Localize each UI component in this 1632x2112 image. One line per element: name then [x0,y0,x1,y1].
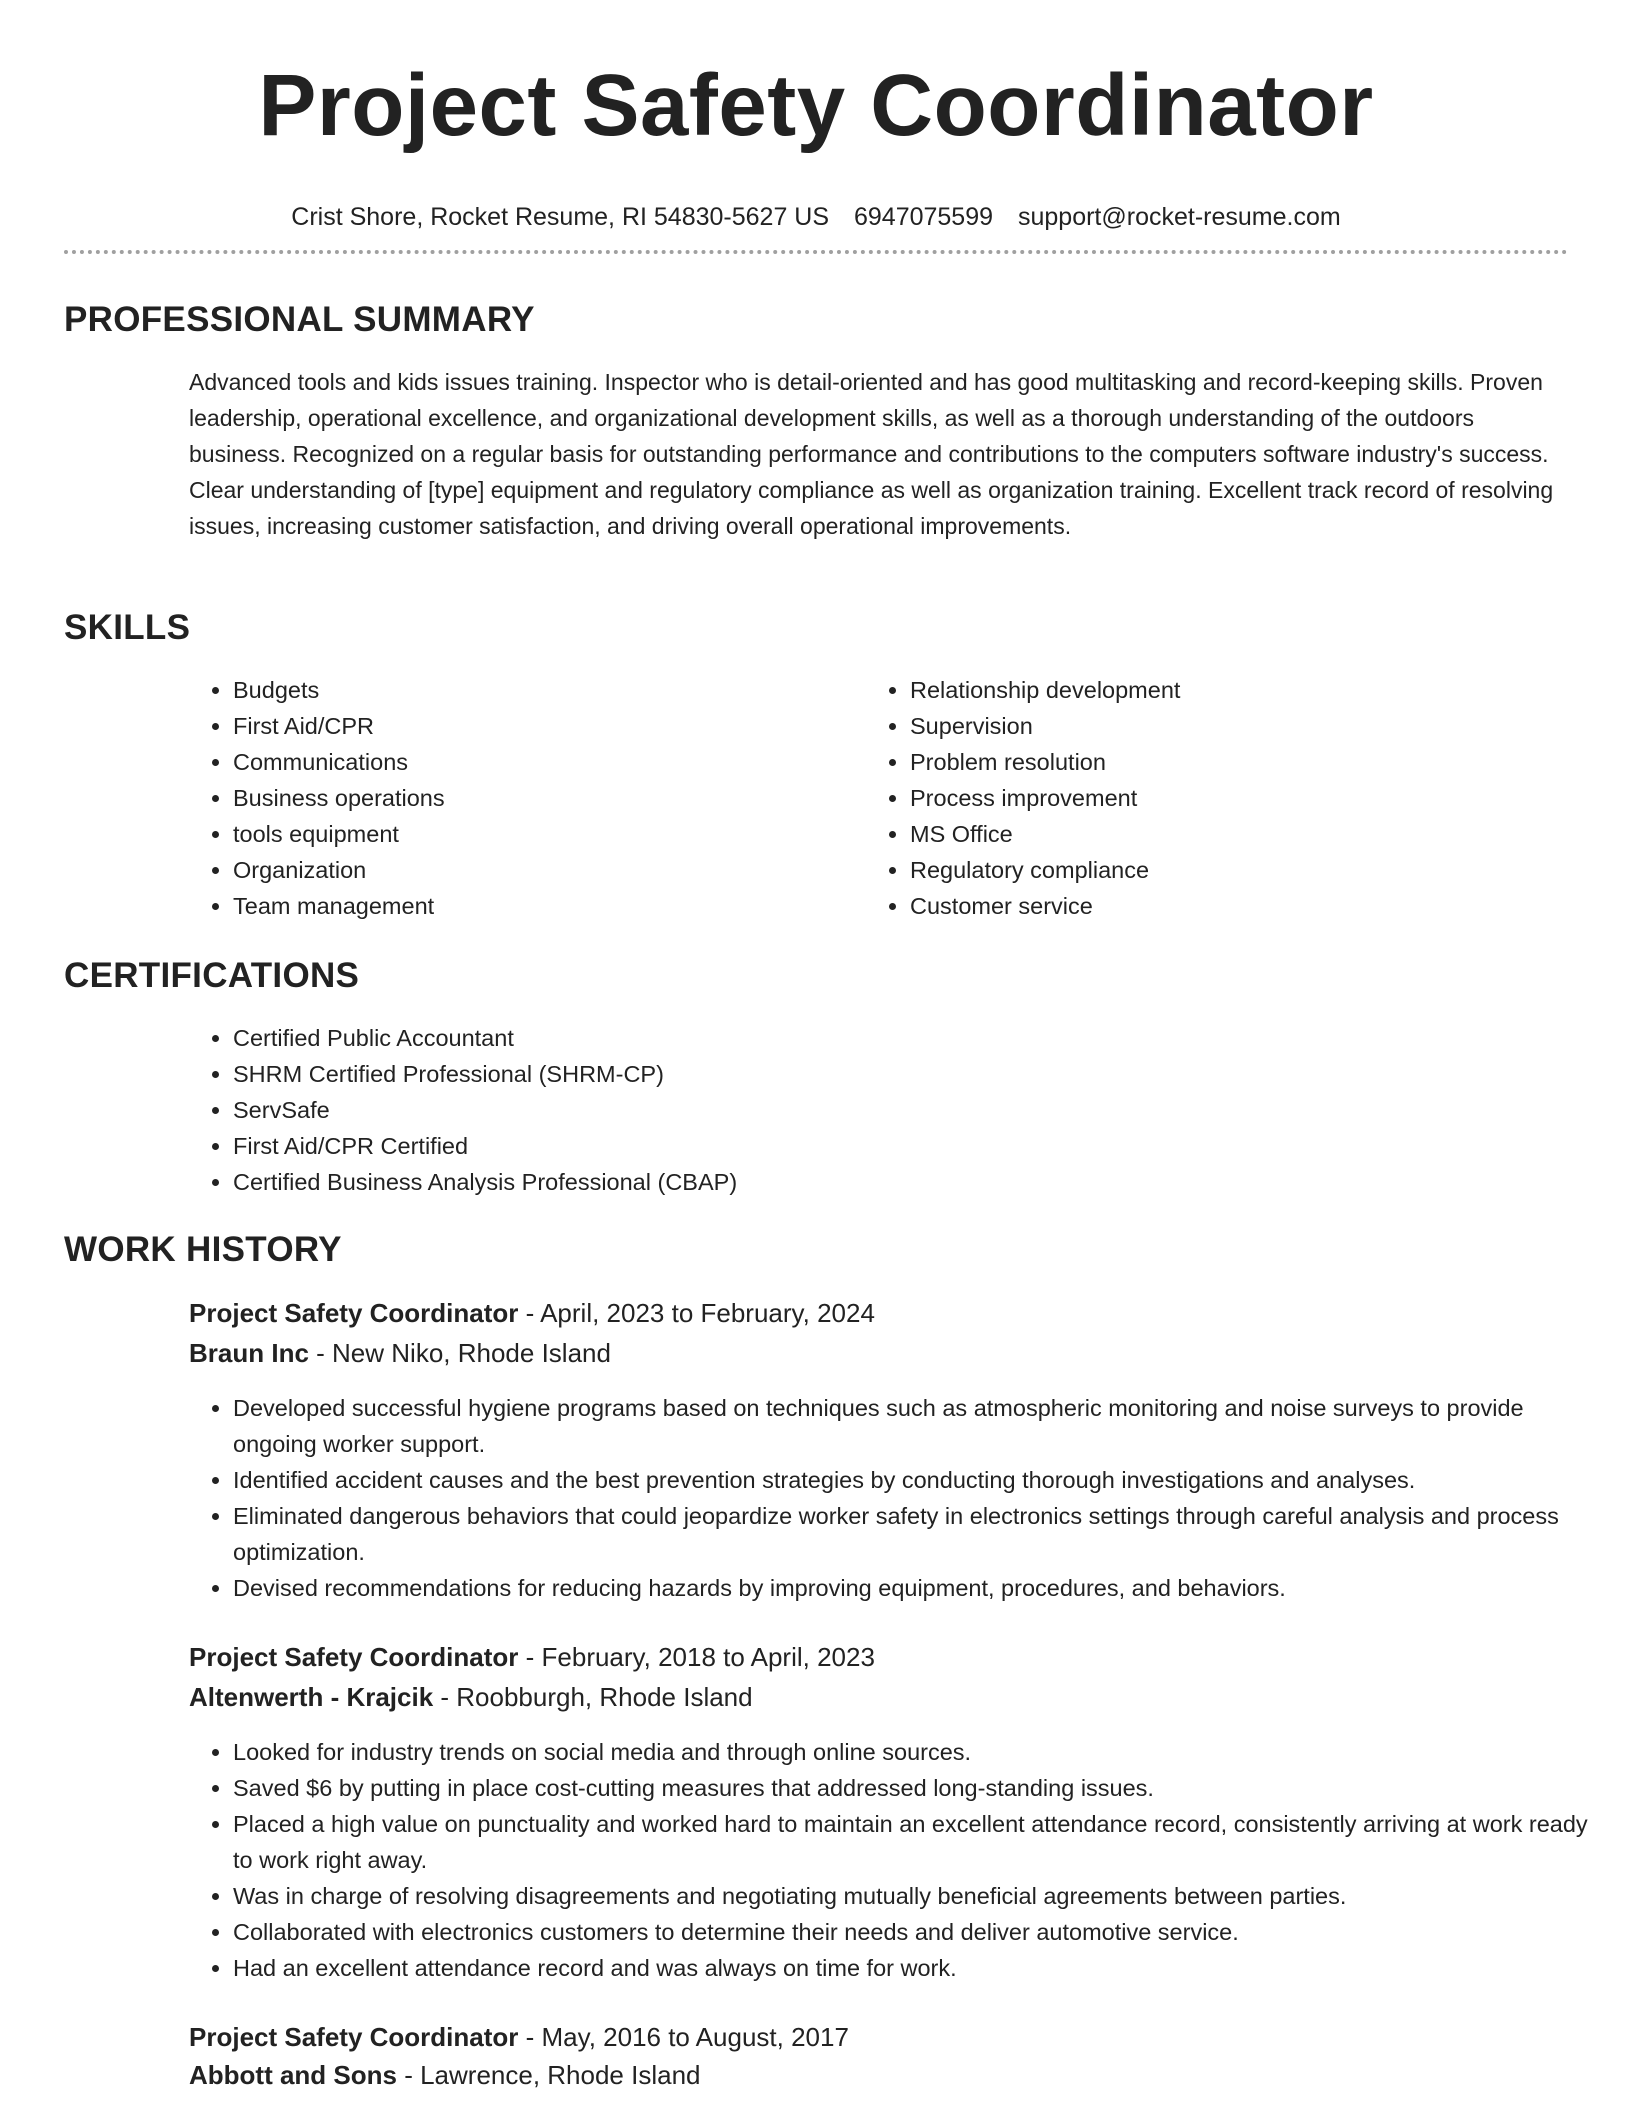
job-duties-list [189,1734,1613,1986]
job-title-line [189,1640,875,1674]
skill-item: • MS Office [910,816,1510,852]
skill-item: • Team management [233,888,793,924]
job-company: Abbott and Sons [189,2060,397,2090]
skills-list-left [189,672,793,924]
contact-phone: 6947075599 [853,203,994,231]
job-duties-list [189,1390,1613,1606]
duty-item: • Identified accident causes and the best prevention strategies by conducting thorough investigations and analyses. [233,1462,1613,1498]
certifications-list [189,1020,1433,1200]
job-role: Project Safety Coordinator [189,1298,519,1328]
job-location: - New Niko, Rhode Island [308,1338,611,1368]
work-history-heading: WORK HISTORY [64,1230,342,1269]
skill-item: • Communications [233,744,793,780]
job-location: - Roobburgh, Rhode Island [433,1682,753,1712]
skill-item: • Regulatory compliance [910,852,1510,888]
duty-item: • Collaborated with electronics customers to determine their needs and deliver automotive service. [233,1914,1613,1950]
contact-email: support@rocket-resume.com [1017,203,1341,231]
job-dates: - February, 2018 to April, 2023 [518,1642,875,1672]
skill-item: • Organization [233,852,793,888]
certifications-heading: CERTIFICATIONS [64,956,360,995]
resume-title: Project Safety Coordinator [258,57,1374,154]
skill-item: • Supervision [910,708,1510,744]
skill-item: • Customer service [910,888,1510,924]
summary-text: Advanced tools and kids issues training. Inspector who is detail-oriented and has good multitasking and record-keeping skills. Proven leadership, operational excellence, and organizational development skills, as well as a thorough understanding of the outdoors business. Recognized on a regular basis for outstanding performance and contributions to the computers software industry's success. Clear understanding of [type] equipment and regulatory compliance as well as organization training. Excellent track record of resolving issues, increasing customer satisfaction, and driving overall operational improvements. [189,369,1554,539]
skills-list-right [866,672,1510,924]
certification-item: • Certified Public Accountant [233,1020,1433,1056]
skill-item: • First Aid/CPR [233,708,793,744]
job-dates: - April, 2023 to February, 2024 [518,1298,875,1328]
job-location: - Lawrence, Rhode Island [396,2060,701,2090]
header-divider [64,250,1568,254]
duty-item: • Eliminated dangerous behaviors that could jeopardize worker safety in electronics settings through careful analysis and process optimization. [233,1498,1613,1570]
contact-line [0,202,1632,232]
skill-item: • Budgets [233,672,793,708]
duty-item: • Devised recommendations for reducing hazards by improving equipment, procedures, and behaviors. [233,1570,1613,1606]
certification-item: • First Aid/CPR Certified [233,1128,1433,1164]
contact-address: Crist Shore, Rocket Resume, RI 54830-5627 US [291,203,830,231]
duty-item: • Saved $6 by putting in place cost-cutting measures that addressed long-standing issues. [233,1770,1613,1806]
summary-heading: PROFESSIONAL SUMMARY [64,300,535,339]
certification-item: • Certified Business Analysis Professional (CBAP) [233,1164,1433,1200]
skills-heading: SKILLS [64,608,191,647]
certification-item: • SHRM Certified Professional (SHRM-CP) [233,1056,1433,1092]
job-role: Project Safety Coordinator [189,2022,519,2052]
duty-item: • Looked for industry trends on social media and through online sources. [233,1734,1613,1770]
job-title-line [189,2020,849,2054]
skill-item: • Relationship development [910,672,1510,708]
skill-item: • Process improvement [910,780,1510,816]
job-company-line [189,2058,701,2092]
duty-item: • Developed successful hygiene programs based on techniques such as atmospheric monitoring and noise surveys to provide ongoing worker support. [233,1390,1613,1462]
duty-item: • Placed a high value on punctuality and worked hard to maintain an excellent attendance record, consistently arriving at work ready to work right away. [233,1806,1613,1878]
job-role: Project Safety Coordinator [189,1642,519,1672]
job-company: Braun Inc [189,1338,309,1368]
skill-item: • Business operations [233,780,793,816]
job-company-line [189,1680,753,1714]
job-company: Altenwerth - Krajcik [189,1682,434,1712]
skill-item: • tools equipment [233,816,793,852]
job-title-line [189,1296,875,1330]
job-company-line [189,1336,611,1370]
job-dates: - May, 2016 to August, 2017 [518,2022,849,2052]
duty-item: • Was in charge of resolving disagreements and negotiating mutually beneficial agreements between parties. [233,1878,1613,1914]
skill-item: • Problem resolution [910,744,1510,780]
duty-item: • Had an excellent attendance record and was always on time for work. [233,1950,1613,1986]
certification-item: • ServSafe [233,1092,1433,1128]
